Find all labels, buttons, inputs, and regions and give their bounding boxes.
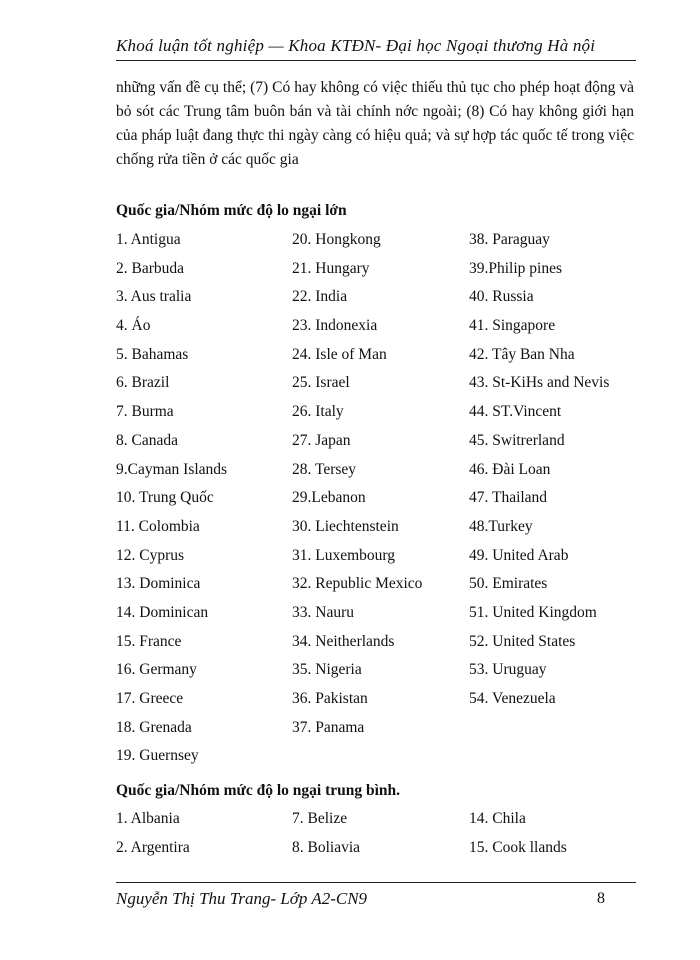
country-list-item: 25. Israel xyxy=(292,374,350,392)
country-list-item: 29.Lebanon xyxy=(292,489,366,507)
country-list-item: 46. Đài Loan xyxy=(469,460,551,478)
country-list-item: 21. Hungary xyxy=(292,259,370,277)
country-list-item: 34. Neitherlands xyxy=(292,632,395,650)
country-list-item: 27. Japan xyxy=(292,431,351,449)
section-title-medium-concern: Quốc gia/Nhóm mức độ lo ngại trung bình. xyxy=(116,782,401,799)
country-list-item: 7. Belize xyxy=(292,810,348,827)
country-list-item: 39.Philip pines xyxy=(469,259,563,277)
country-list-item: 16. Germany xyxy=(116,661,197,679)
intro-text: những vấn đề cụ thể; (7) Có hay không có việc thiếu thủ tục cho phép hoạt động và bỏ sót các Trung tâm buôn bán và tài chính nớc ngoài; (8) Có hay không giới hạn của pháp luật đang thực thi ngày càng có hiệu quả; và sự hợp tác quốc tế trong việc chống rửa tiền ở các quốc gia xyxy=(116,79,634,168)
country-list-item: 18. Grenada xyxy=(116,718,192,736)
country-list-item: 13. Dominica xyxy=(116,575,201,593)
country-list-item: 2. Barbuda xyxy=(116,259,185,277)
country-list-item: 50. Emirates xyxy=(469,575,548,593)
page-number: 8 xyxy=(597,890,605,907)
country-list-item: 10. Trung Quốc xyxy=(116,489,214,507)
country-list-item: 9.Cayman Islands xyxy=(116,460,228,478)
country-list-item: 22. India xyxy=(292,288,348,306)
section1-column-3 xyxy=(469,226,609,714)
country-list-item: 7. Burma xyxy=(116,403,174,421)
country-list-item: 19. Guernsey xyxy=(116,747,199,765)
country-list-item: 3. Aus tralia xyxy=(116,288,192,306)
header-divider xyxy=(116,60,636,61)
country-list-item: 26. Italy xyxy=(292,403,344,421)
country-list-item: 1. Albania xyxy=(116,810,180,827)
country-list-item: 4. Áo xyxy=(116,317,151,335)
country-list-item: 14. Chila xyxy=(469,810,526,827)
country-list-item: 48.Turkey xyxy=(469,517,533,535)
country-list-item: 32. Republic Mexico xyxy=(292,575,423,593)
intro-paragraph xyxy=(116,76,634,172)
country-list-item: 41. Singapore xyxy=(469,317,556,335)
country-list-item: 53. Uruguay xyxy=(469,661,547,679)
country-list-item: 28. Tersey xyxy=(292,460,357,478)
country-list-item: 23. Indonexia xyxy=(292,317,378,335)
country-list-item: 40. Russia xyxy=(469,288,534,306)
country-list-item: 36. Pakistan xyxy=(292,690,368,707)
section2-column-2 xyxy=(292,805,360,862)
section2-column-1 xyxy=(116,805,190,862)
footer-divider xyxy=(116,882,636,883)
country-list-item: 44. ST.Vincent xyxy=(469,403,562,421)
country-list-item: 1. Antigua xyxy=(116,231,181,248)
country-list-item: 12. Cyprus xyxy=(116,546,185,564)
country-list-item: 51. United Kingdom xyxy=(469,603,597,621)
country-list-item: 8. Boliavia xyxy=(292,838,361,856)
country-list-item: 30. Liechtenstein xyxy=(292,517,399,535)
country-list-item: 47. Thailand xyxy=(469,489,548,507)
country-list-item: 38. Paraguay xyxy=(469,231,550,248)
country-list-item: 17. Greece xyxy=(116,690,184,707)
country-list-item: 14. Dominican xyxy=(116,603,209,621)
country-list-item: 49. United Arab xyxy=(469,546,569,564)
section-title-high-concern: Quốc gia/Nhóm mức độ lo ngại lớn xyxy=(116,202,347,219)
country-list-item: 11. Colombia xyxy=(116,517,200,535)
country-list-item: 6. Brazil xyxy=(116,374,170,392)
country-list-item: 5. Bahamas xyxy=(116,345,189,363)
section1-column-2 xyxy=(292,226,422,742)
section1-column-1 xyxy=(116,226,227,771)
country-list-item: 35. Nigeria xyxy=(292,661,362,679)
footer-author: Nguyễn Thị Thu Trang- Lớp A2-CN9 xyxy=(116,889,368,908)
country-list-item: 42. Tây Ban Nha xyxy=(469,345,575,363)
country-list-item: 52. United States xyxy=(469,632,576,650)
country-list-item: 2. Argentira xyxy=(116,838,190,856)
country-list-item: 54. Venezuela xyxy=(469,690,556,707)
country-list-item: 37. Panama xyxy=(292,718,365,736)
section2-column-3 xyxy=(469,805,567,862)
country-list-item: 20. Hongkong xyxy=(292,231,381,248)
country-list-item: 43. St-KiHs and Nevis xyxy=(469,374,610,392)
country-list-item: 8. Canada xyxy=(116,431,178,449)
country-list-item: 33. Nauru xyxy=(292,603,354,621)
country-list-item: 15. Cook llands xyxy=(469,838,567,856)
country-list-item: 45. Switrerland xyxy=(469,431,565,449)
country-list-item: 31. Luxembourg xyxy=(292,546,396,564)
country-list-item: 15. France xyxy=(116,632,182,650)
page-header-title: Khoá luận tốt nghiệp — Khoa KTĐN- Đại học Ngoại thương Hà nội xyxy=(116,36,596,55)
country-list-item: 24. Isle of Man xyxy=(292,345,387,363)
